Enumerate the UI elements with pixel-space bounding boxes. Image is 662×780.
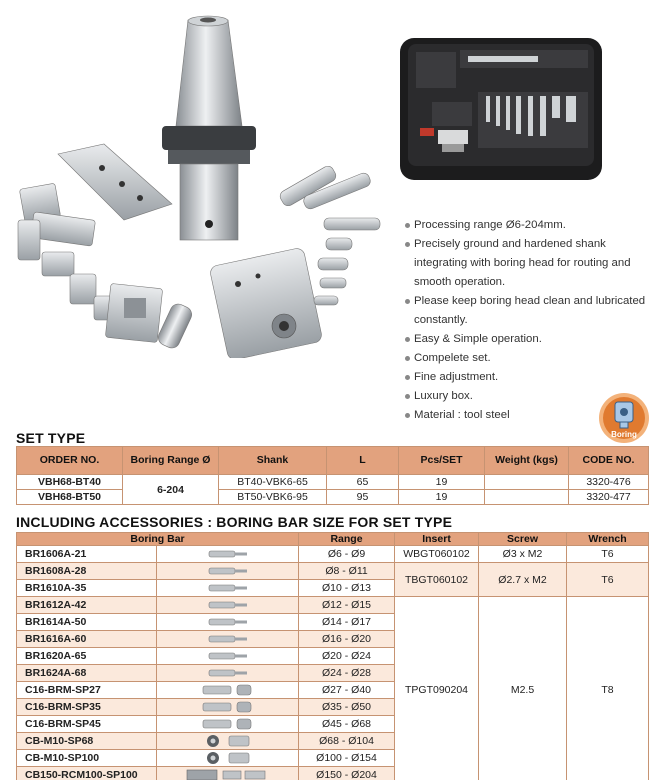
col-weight: Weight (kgs) [485,447,569,475]
boring-bar-code: C16-BRM-SP27 [17,682,157,699]
length: 65 [327,475,399,490]
boring-bar-code: C16-BRM-SP35 [17,699,157,716]
screw: Ø2.7 x M2 [479,563,567,597]
badge-label: Boring [611,430,637,439]
small-bar-icon [157,597,299,614]
boring-bar-code: BR1606A-21 [17,546,157,563]
col-boring-range: Boring Range Ø [123,447,219,475]
col-wrench: Wrench [567,533,649,546]
set-type-title: SET TYPE [16,430,86,446]
col-insert: Insert [395,533,479,546]
table-row [17,475,649,490]
small-bar-icon [157,631,299,648]
range: Ø6 - Ø9 [299,546,395,563]
boring-range: 6-204 [123,475,219,505]
col-order-no: ORDER NO. [17,447,123,475]
boring-bar-code: BR1624A-68 [17,665,157,682]
insert: WBGT060102 [395,546,479,563]
range: Ø12 - Ø15 [299,597,395,614]
accessories-table [16,532,649,780]
shank: BT40-VBK6-65 [219,475,327,490]
screw: M2.5 [479,597,567,780]
boring-badge-icon [598,392,650,444]
boring-bar-code: C16-BRM-SP45 [17,716,157,733]
boring-bar-code: CB-M10-SP100 [17,750,157,767]
small-bar-icon [157,614,299,631]
code-no: 3320-476 [569,475,649,490]
table-row [17,597,649,614]
feature-item: Processing range Ø6-204mm. [404,216,660,235]
range: Ø10 - Ø13 [299,580,395,597]
small-bar-icon [157,580,299,597]
boring-bar-code: CB-M10-SP68 [17,733,157,750]
boring-bar-code: CB150-RCM100-SP100 [17,767,157,780]
tool-case-photo [398,32,604,182]
col-boring-bar: Boring Bar [17,533,299,546]
col-code-no: CODE NO. [569,447,649,475]
order-no: VBH68-BT50 [17,490,123,505]
length: 95 [327,490,399,505]
set-type-table [16,446,649,505]
boring-bar-icon [157,716,299,733]
boring-bar-code: BR1614A-50 [17,614,157,631]
accessories-title: INCLUDING ACCESSORIES : BORING BAR SIZE FOR SET TYPE [16,514,453,530]
small-bar-icon [157,563,299,580]
range: Ø68 - Ø104 [299,733,395,750]
range: Ø14 - Ø17 [299,614,395,631]
screw: Ø3 x M2 [479,546,567,563]
range: Ø24 - Ø28 [299,665,395,682]
boring-bar-code: BR1616A-60 [17,631,157,648]
wrench: T6 [567,563,649,597]
table-row [17,563,649,580]
range: Ø100 - Ø154 [299,750,395,767]
insert: TPGT090204 [395,597,479,780]
feature-item: Please keep boring head clean and lubricated constantly. [404,292,660,330]
boring-bar-code: BR1620A-65 [17,648,157,665]
col-shank: Shank [219,447,327,475]
col-range: Range [299,533,395,546]
boring-bar-code: BR1608A-28 [17,563,157,580]
weight [485,475,569,490]
cartridge-icon [157,733,299,750]
range: Ø16 - Ø20 [299,631,395,648]
wrench: T8 [567,597,649,780]
range: Ø8 - Ø11 [299,563,395,580]
weight [485,490,569,505]
table-row [17,490,649,505]
feature-item: Precisely ground and hardened shank integrating with boring head for routing and smooth operation. [404,235,660,292]
accessories-body [17,546,649,780]
range: Ø27 - Ø40 [299,682,395,699]
boring-bar-code: BR1612A-42 [17,597,157,614]
feature-item: Easy & Simple operation. [404,330,660,349]
boring-head-set-photo [6,8,402,358]
order-no: VBH68-BT40 [17,475,123,490]
boring-bar-code: BR1610A-35 [17,580,157,597]
table-row [17,546,649,563]
feature-item: Material : tool steel [404,406,660,425]
extension-icon [157,767,299,780]
feature-item: Compelete set. [404,349,660,368]
small-bar-icon [157,665,299,682]
range: Ø45 - Ø68 [299,716,395,733]
small-bar-icon [157,648,299,665]
pcs-set: 19 [399,475,485,490]
col-screw: Screw [479,533,567,546]
feature-item: Luxury box. [404,387,660,406]
range: Ø20 - Ø24 [299,648,395,665]
boring-bar-icon [157,699,299,716]
cartridge-icon [157,750,299,767]
shank: BT50-VBK6-95 [219,490,327,505]
small-bar-icon [157,546,299,563]
feature-item: Fine adjustment. [404,368,660,387]
insert: TBGT060102 [395,563,479,597]
col-pcs-set: Pcs/SET [399,447,485,475]
col-l: L [327,447,399,475]
range: Ø150 - Ø204 [299,767,395,780]
range: Ø35 - Ø50 [299,699,395,716]
pcs-set: 19 [399,490,485,505]
wrench: T6 [567,546,649,563]
boring-bar-icon [157,682,299,699]
code-no: 3320-477 [569,490,649,505]
